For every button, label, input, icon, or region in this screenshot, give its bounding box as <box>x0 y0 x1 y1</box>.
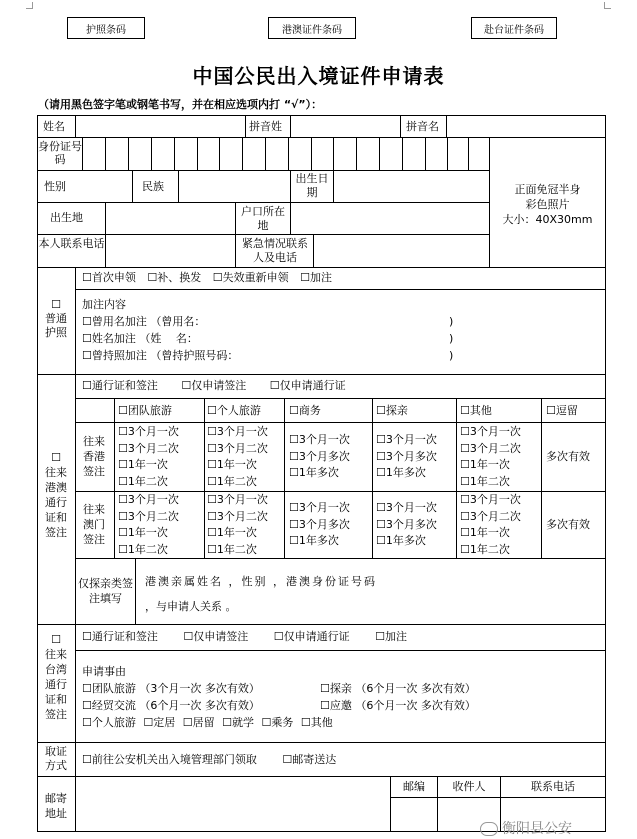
checkbox-icon[interactable]: ☐ <box>212 271 223 284</box>
duration-option[interactable]: ☐3个月一次 <box>460 425 521 438</box>
duration-option[interactable]: ☐3个月一次 <box>376 501 437 514</box>
macau-group-durations <box>118 492 179 558</box>
hk-group-durations <box>118 424 179 490</box>
checkbox-icon: ☐ <box>118 404 128 417</box>
duration-option[interactable]: ☐1年二次 <box>207 474 257 488</box>
visa-family-visit[interactable]: ☐探亲 <box>376 404 408 417</box>
duration-option[interactable]: ☐1年一次 <box>460 526 510 539</box>
duration-option[interactable]: ☐1年二次 <box>118 474 168 488</box>
checkbox-icon[interactable]: ☐ <box>261 716 272 729</box>
checkbox-icon: ☐ <box>460 404 470 417</box>
taiwan-matter-title: 申请事由 <box>82 665 126 678</box>
duration-option[interactable]: ☐1年一次 <box>460 458 510 471</box>
duration-option[interactable]: ☐1年二次 <box>118 542 168 556</box>
hkmacau-label: 往来港澳通行证和签注 <box>45 466 67 539</box>
emergency-contact-label: 紧急情况联系人及电话 <box>242 237 308 264</box>
duration-option[interactable]: ☐3个月一次 <box>289 501 350 514</box>
option-reapply[interactable]: 失效重新申领 <box>222 271 289 284</box>
close-paren: ) <box>449 349 454 362</box>
birth-date-label: 出生日期 <box>295 172 329 199</box>
duration-option[interactable]: ☐3个月一次 <box>207 493 268 506</box>
duration-option[interactable]: ☐3个月一次 <box>289 433 350 446</box>
name-label: 姓名 <box>43 120 65 133</box>
checkbox-icon[interactable]: ☐ <box>82 753 92 766</box>
addl-content-title: 加注内容 <box>82 298 126 311</box>
duration-option[interactable]: ☐1年二次 <box>207 542 257 556</box>
checkbox-icon[interactable]: ☐ <box>183 630 194 643</box>
visa-business[interactable]: ☐商务 <box>289 404 321 417</box>
duration-option[interactable]: ☐1年一次 <box>207 526 257 539</box>
duration-option[interactable]: ☐3个月二次 <box>460 441 521 455</box>
checkbox-icon[interactable]: ☐ <box>147 271 158 284</box>
duration-option[interactable]: ☐1年多次 <box>289 466 339 479</box>
passport-barcode-box: 护照条码 <box>67 17 145 39</box>
option-first-apply[interactable]: 首次申领 <box>91 271 136 284</box>
duration-option[interactable]: ☐3个月二次 <box>207 509 268 523</box>
photo-text: 正面免冠半身 <box>514 183 581 196</box>
pickup-mail[interactable]: 邮寄送达 <box>292 753 337 766</box>
addl-item-former-passport[interactable]: ☐曾持照加注 （曾持护照号码： <box>82 349 239 362</box>
checkbox-icon[interactable]: ☐ <box>82 630 92 643</box>
macau-multi-valid[interactable]: 多次有效 <box>546 518 590 531</box>
pickup-options <box>82 753 336 766</box>
option-permit-visa[interactable]: 通行证和签注 <box>91 630 158 643</box>
phone-label: 本人联系电话 <box>38 237 105 250</box>
macau-business-durations <box>289 500 350 550</box>
duration-option[interactable]: ☐1年多次 <box>376 534 426 547</box>
option-permit-only[interactable]: 仅申请通行证 <box>283 630 350 643</box>
checkbox-icon[interactable]: ☐ <box>222 716 232 729</box>
hk-multi-valid[interactable]: 多次有效 <box>546 450 590 463</box>
hk-individual-durations <box>207 424 268 490</box>
photo-area <box>490 182 605 227</box>
checkbox-icon: ☐ <box>546 404 556 417</box>
watermark: 衡阳县公安 <box>480 818 572 838</box>
option-replace[interactable]: 补、换发 <box>157 271 202 284</box>
pinyin-surname-label: 拼音姓 <box>249 120 282 133</box>
duration-option[interactable]: ☐3个月一次 <box>460 493 521 506</box>
taiwan-section-label <box>40 632 72 722</box>
macau-visa-label: 往来澳门签注 <box>83 503 105 546</box>
taiwan-study[interactable]: 就学 <box>232 716 254 729</box>
duration-option[interactable]: ☐1年多次 <box>376 466 426 479</box>
crop-mark <box>26 2 33 9</box>
visa-group-tour[interactable]: ☐团队旅游 <box>118 404 172 417</box>
ethnicity-label: 民族 <box>142 180 164 193</box>
duration-option[interactable]: ☐1年一次 <box>207 458 257 471</box>
relative-line-2[interactable]: ，与申请人关系 。 <box>145 600 237 613</box>
duration-option[interactable]: ☐3个月二次 <box>118 509 179 523</box>
checkbox-icon[interactable]: ☐ <box>300 716 311 729</box>
option-endorse[interactable]: 加注 <box>310 271 332 284</box>
checkbox-icon: ☐ <box>320 699 330 712</box>
hkmacau-section-label <box>40 450 72 540</box>
duration-option[interactable]: ☐1年二次 <box>460 542 510 556</box>
checkbox-icon[interactable]: ☐ <box>181 379 192 392</box>
checkbox-icon: ☐ <box>207 404 217 417</box>
taiwan-label: 往来台湾通行证和签注 <box>45 648 67 721</box>
crop-mark <box>604 2 611 9</box>
close-paren: ) <box>449 315 454 328</box>
duration-option[interactable]: ☐3个月一次 <box>118 493 179 506</box>
macau-individual-durations <box>207 492 268 558</box>
duration-option[interactable]: ☐3个月二次 <box>207 441 268 455</box>
taiwan-trade[interactable]: ☐经贸交流 （6个月一次 多次有效） <box>82 699 260 712</box>
duration-option[interactable]: ☐3个月二次 <box>118 441 179 455</box>
hk-family-durations <box>376 432 437 482</box>
checkbox-icon[interactable]: ☐ <box>182 716 193 729</box>
checkbox-icon[interactable]: ☐ <box>269 379 280 392</box>
checkbox-icon[interactable]: ☐ <box>82 716 92 729</box>
checkbox-icon[interactable]: ☐ <box>82 349 92 362</box>
page-title: 中国公民出入境证件申请表 <box>192 64 445 88</box>
taiwan-top-options <box>82 630 407 643</box>
macau-family-durations <box>376 500 437 550</box>
duration-option[interactable]: ☐3个月一次 <box>207 425 268 438</box>
hkmacau-top-options <box>82 379 346 392</box>
checkbox-icon[interactable]: ☐ <box>51 451 61 464</box>
name-input[interactable] <box>76 116 245 137</box>
passport-section-label <box>40 298 72 340</box>
duration-option[interactable]: ☐1年二次 <box>460 474 510 488</box>
relative-info-label: 仅探亲类签注填写 <box>78 577 133 605</box>
taiwan-row3 <box>82 716 333 729</box>
pickup-in-person[interactable]: 前往公安机关出入境管理部门领取 <box>91 753 257 766</box>
option-endorse[interactable]: 加注 <box>385 630 407 643</box>
hk-macau-barcode-box: 港澳证件条码 <box>268 17 356 39</box>
duration-option[interactable]: ☐1年一次 <box>118 458 168 471</box>
hukou-label: 户口所在地 <box>241 205 285 232</box>
pinyin-given-label: 拼音名 <box>406 120 439 133</box>
duration-option[interactable]: ☐3个月一次 <box>118 425 179 438</box>
checkbox-icon[interactable]: ☐ <box>51 298 61 311</box>
checkbox-icon: ☐ <box>289 404 299 417</box>
duration-option[interactable]: ☐1年多次 <box>289 534 339 547</box>
checkbox-icon[interactable]: ☐ <box>82 315 92 328</box>
mail-address-label: 邮寄地址 <box>45 792 67 820</box>
addl-item-name[interactable]: ☐姓名加注 （姓 名： <box>82 332 198 345</box>
passport-label: 普通护照 <box>45 312 67 339</box>
checkbox-icon[interactable]: ☐ <box>300 271 310 284</box>
checkbox-icon: ☐ <box>376 404 386 417</box>
taiwan-family-visit[interactable]: ☐探亲 （6个月一次 多次有效） <box>320 682 476 695</box>
taiwan-individual[interactable]: 个人旅游 <box>91 716 136 729</box>
checkbox-icon[interactable]: ☐ <box>82 271 92 284</box>
instruction-text: （请用黑色签字笔或钢笔书写，并在相应选项内打 “√”）： <box>38 98 323 111</box>
duration-option[interactable]: ☐3个月多次 <box>376 449 437 463</box>
taiwan-invited[interactable]: ☐应邀 （6个月一次 多次有效） <box>320 699 476 712</box>
option-visa-only[interactable]: 仅申请签注 <box>193 630 249 643</box>
hk-business-durations <box>289 432 350 482</box>
duration-option[interactable]: ☐3个月多次 <box>376 517 437 531</box>
checkbox-icon[interactable]: ☐ <box>51 633 61 646</box>
checkbox-icon[interactable]: ☐ <box>82 379 92 392</box>
recipient-label: 收件人 <box>452 780 486 793</box>
taiwan-group-tour[interactable]: ☐团队旅游 （3个月一次 多次有效） <box>82 682 260 695</box>
taiwan-reside[interactable]: 居留 <box>192 716 215 729</box>
checkbox-icon[interactable]: ☐ <box>375 630 385 643</box>
photo-text: 彩色照片 <box>525 198 570 211</box>
birth-place-label: 出生地 <box>50 211 83 224</box>
checkbox-icon: ☐ <box>82 699 92 712</box>
photo-size: 大小：40X30mm <box>502 213 593 226</box>
checkbox-icon: ☐ <box>82 682 92 695</box>
wechat-icon <box>480 822 498 836</box>
id-number-label: 身份证号码 <box>38 140 82 166</box>
duration-option[interactable]: ☐3个月一次 <box>376 433 437 446</box>
checkbox-icon[interactable]: ☐ <box>143 716 154 729</box>
taiwan-barcode-box: 赴台证件条码 <box>471 17 557 39</box>
hk-visa-label: 往来香港签注 <box>83 435 105 478</box>
duration-option[interactable]: ☐3个月多次 <box>289 449 350 463</box>
mail-phone-label: 联系电话 <box>531 780 575 793</box>
relative-line-1[interactable]: 港澳亲属姓名 ，性别 ，港澳身份证号码 <box>145 575 377 588</box>
option-visa-only[interactable]: 仅申请签注 <box>191 379 247 392</box>
duration-option[interactable]: ☐1年一次 <box>118 526 168 539</box>
taiwan-settle[interactable]: 定居 <box>153 716 176 729</box>
option-permit-only[interactable]: 仅申请通行证 <box>279 379 346 392</box>
visa-individual-tour[interactable]: ☐个人旅游 <box>207 404 261 417</box>
checkbox-icon[interactable]: ☐ <box>82 332 92 345</box>
close-paren: ) <box>449 332 454 345</box>
checkbox-icon[interactable]: ☐ <box>273 630 284 643</box>
addl-item-former-name[interactable]: ☐曾用名加注 （曾用名： <box>82 315 206 328</box>
taiwan-other[interactable]: 其他 <box>310 716 333 729</box>
passport-options <box>82 271 332 284</box>
option-permit-visa[interactable]: 通行证和签注 <box>91 379 158 392</box>
macau-other-durations <box>460 492 521 558</box>
checkbox-icon[interactable]: ☐ <box>282 753 293 766</box>
gender-label: 性别 <box>44 180 66 193</box>
postcode-label: 邮编 <box>403 780 425 793</box>
hk-other-durations <box>460 424 521 490</box>
taiwan-crew[interactable]: 乘务 <box>271 716 294 729</box>
visa-stay[interactable]: ☐逗留 <box>546 404 578 417</box>
pickup-label: 取证方式 <box>45 745 67 772</box>
duration-option[interactable]: ☐3个月二次 <box>460 509 521 523</box>
duration-option[interactable]: ☐3个月多次 <box>289 517 350 531</box>
visa-other[interactable]: ☐其他 <box>460 404 492 417</box>
checkbox-icon: ☐ <box>320 682 330 695</box>
